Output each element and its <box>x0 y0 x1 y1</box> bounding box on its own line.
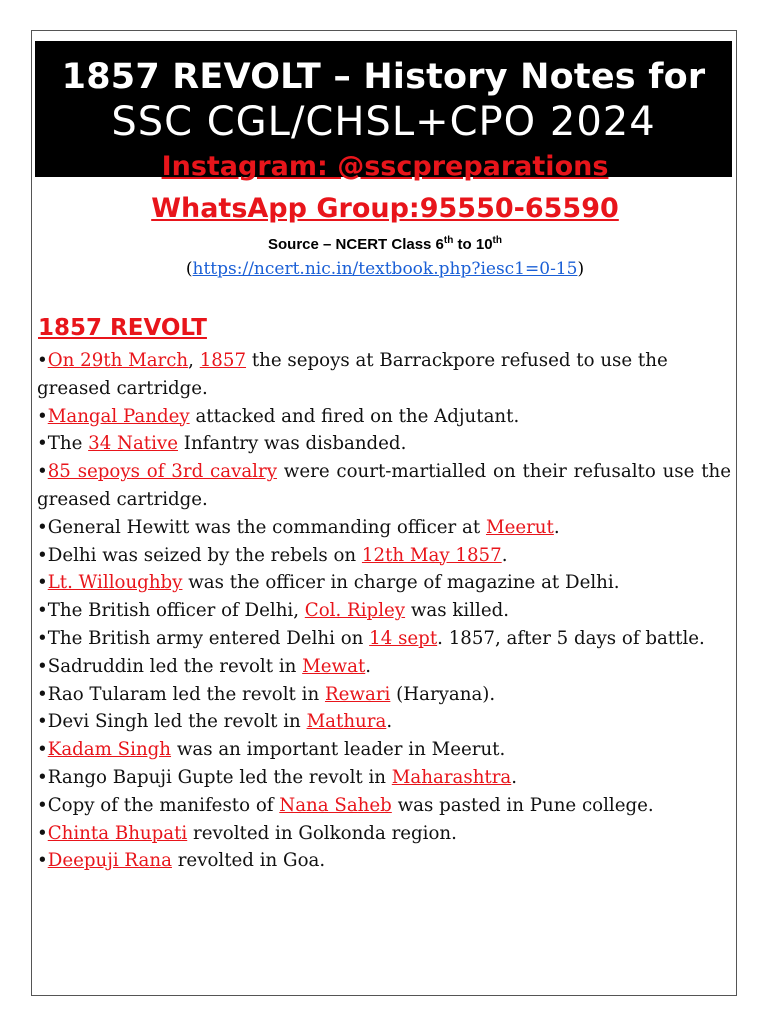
bullet: • <box>37 794 48 816</box>
bullet: • <box>37 350 48 371</box>
highlight-term: 14 sept <box>369 627 438 649</box>
note-text: Infantry was disbanded. <box>177 433 407 455</box>
highlight-term: 1857 <box>199 350 247 371</box>
bullet: • <box>37 739 48 761</box>
source-sup-1: th <box>443 235 454 246</box>
note-item <box>37 430 731 458</box>
note-text: revolted in Golkonda region. <box>187 822 457 844</box>
note-item <box>37 514 731 542</box>
note-item <box>37 764 731 792</box>
ncert-link[interactable]: https://ncert.nic.in/textbook.php?iesc1=0-15 <box>192 259 578 279</box>
highlight-term: Mangal Pandey <box>47 405 190 427</box>
note-text: the sepoys at Barrackpore refused to use the greased cartridge. <box>37 350 668 399</box>
note-item <box>37 597 731 625</box>
note-text: . <box>553 516 560 538</box>
note-text: Delhi was seized by the rebels on <box>47 544 362 566</box>
note-text: was an important leader in Meerut. <box>171 739 506 761</box>
highlight-term: 12th May 1857 <box>361 544 502 566</box>
instagram-handle[interactable]: Instagram: @sscpreparations <box>161 151 609 182</box>
note-text: was the officer in charge of magazine at Delhi. <box>182 572 620 594</box>
note-item <box>37 403 731 431</box>
note-item <box>37 681 731 709</box>
note-text: The British officer of Delhi, <box>47 600 305 622</box>
note-text: . <box>511 766 518 788</box>
note-item <box>37 820 731 848</box>
bullet: • <box>37 655 48 677</box>
bullet: • <box>37 572 48 594</box>
highlight-term: Mathura <box>306 711 387 733</box>
source-line <box>32 235 738 253</box>
highlight-term: Col. Ripley <box>304 600 406 622</box>
note-text: , <box>188 350 200 371</box>
bullet: • <box>37 516 48 538</box>
banner-title: 1857 REVOLT – History Notes for <box>61 57 706 97</box>
note-text: . <box>386 711 393 733</box>
note-text: were court-martialled on their refusalto use the greased cartridge. <box>37 461 732 510</box>
note-text: Devi Singh led the revolt in <box>47 711 307 733</box>
note-text: attacked and fired on the Adjutant. <box>189 405 520 427</box>
note-text: was killed. <box>405 600 510 622</box>
note-text: was pasted in Pune college. <box>391 794 654 816</box>
note-text: . <box>365 655 372 677</box>
note-text: The British army entered Delhi on <box>47 627 370 649</box>
note-item <box>37 542 731 570</box>
highlight-term: Rewari <box>324 683 391 705</box>
note-item <box>37 708 731 736</box>
bullet: • <box>37 433 48 455</box>
note-text: The <box>47 433 89 455</box>
bullet: • <box>37 711 48 733</box>
bullet: • <box>37 627 48 649</box>
source-sup-2: th <box>492 235 502 246</box>
bullet: • <box>37 683 48 705</box>
banner-subtitle: SSC CGL/CHSL+CPO 2024 <box>111 99 656 145</box>
note-text: . <box>501 544 508 566</box>
highlight-term: 85 sepoys of 3rd cavalry <box>47 461 277 483</box>
note-item <box>37 625 731 653</box>
notes-list <box>37 347 731 875</box>
highlight-term: Lt. Willoughby <box>47 572 183 594</box>
note-item <box>37 792 731 820</box>
note-text: General Hewitt was the commanding officer at <box>47 516 486 538</box>
highlight-term: On 29th March <box>47 350 189 371</box>
bullet: • <box>37 461 48 483</box>
source-mid: to 10 <box>453 236 493 253</box>
note-item <box>37 569 731 597</box>
highlight-term: Chinta Bhupati <box>47 822 188 844</box>
note-item <box>37 458 731 514</box>
note-text: (Haryana). <box>390 683 496 705</box>
open-paren: ( <box>185 259 193 279</box>
bullet: • <box>37 850 48 872</box>
highlight-term: 34 Native <box>88 433 178 455</box>
highlight-term: Meerut <box>485 516 554 538</box>
note-item <box>37 736 731 764</box>
whatsapp-group[interactable]: WhatsApp Group:95550-65590 <box>151 193 619 224</box>
note-text: revolted in Goa. <box>171 850 326 872</box>
bullet: • <box>37 600 48 622</box>
note-text: Sadruddin led the revolt in <box>47 655 303 677</box>
note-text: Rao Tularam led the revolt in <box>47 683 325 705</box>
note-text: Copy of the manifesto of <box>47 794 280 816</box>
highlight-term: Mewat <box>302 655 366 677</box>
note-item <box>37 847 731 875</box>
highlight-term: Deepuji Rana <box>47 850 172 872</box>
source-link-line <box>32 259 738 279</box>
bullet: • <box>37 766 48 788</box>
highlight-term: Nana Saheb <box>279 794 392 816</box>
bullet: • <box>37 822 48 844</box>
highlight-term: Kadam Singh <box>47 739 172 761</box>
bullet: • <box>37 544 48 566</box>
section-heading: 1857 REVOLT <box>38 315 207 341</box>
note-text: . 1857, after 5 days of battle. <box>437 627 705 649</box>
close-paren: ) <box>577 259 585 279</box>
bullet: • <box>37 405 48 427</box>
highlight-term: Maharashtra <box>391 766 512 788</box>
page-frame <box>31 30 737 996</box>
note-item <box>37 347 731 403</box>
source-prefix: Source – NCERT Class 6 <box>268 236 444 253</box>
note-text: Rango Bapuji Gupte led the revolt in <box>47 766 392 788</box>
note-item <box>37 653 731 681</box>
